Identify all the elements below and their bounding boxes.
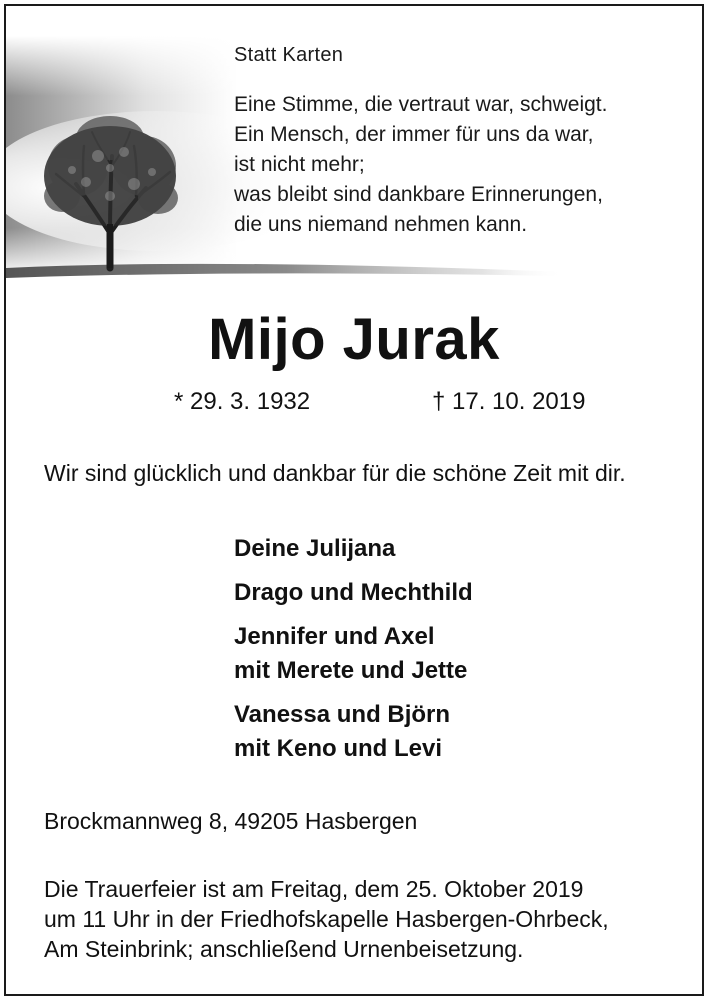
mourners-list	[234, 532, 473, 776]
mourner-line: Jennifer und Axel	[234, 623, 435, 650]
death-date: † 17. 10. 2019	[432, 388, 586, 415]
mourner-line: Drago und Mechthild	[234, 579, 473, 606]
deceased-name: Mijo Jurak	[208, 307, 500, 372]
mourner-group	[234, 698, 473, 766]
mourner-line: Deine Julijana	[234, 535, 396, 562]
poem-line: ist nicht mehr;	[234, 153, 365, 176]
birth-date: * 29. 3. 1932	[174, 388, 311, 415]
service-details	[44, 874, 666, 964]
mourner-line: mit Merete und Jette	[234, 657, 468, 684]
obituary-notice	[4, 4, 704, 996]
address: Brockmannweg 8, 49205 Hasbergen	[44, 808, 418, 834]
intro-label: Statt Karten	[234, 44, 344, 66]
mourner-group	[234, 576, 473, 610]
service-line: um 11 Uhr in der Friedhofskapelle Hasbergen-Ohrbeck,	[44, 906, 609, 932]
header-image-band	[6, 6, 702, 288]
poem-line: was bleibt sind dankbare Erinnerungen,	[234, 183, 603, 206]
farewell-message: Wir sind glücklich und dankbar für die schöne Zeit mit dir.	[44, 460, 626, 486]
mourner-line: mit Keno und Levi	[234, 735, 443, 762]
poem-line: Ein Mensch, der immer für uns da war,	[234, 123, 594, 146]
poem-line: die uns niemand nehmen kann.	[234, 213, 528, 236]
poem-line: Eine Stimme, die vertraut war, schweigt.	[234, 93, 608, 116]
poem	[234, 90, 607, 240]
mourner-group	[234, 620, 473, 688]
service-line: Am Steinbrink; anschließend Urnenbeisetzung.	[44, 936, 524, 962]
mourner-group	[234, 532, 473, 566]
service-line: Die Trauerfeier ist am Freitag, dem 25. Oktober 2019	[44, 876, 584, 902]
mourner-line: Vanessa und Björn	[234, 701, 451, 728]
